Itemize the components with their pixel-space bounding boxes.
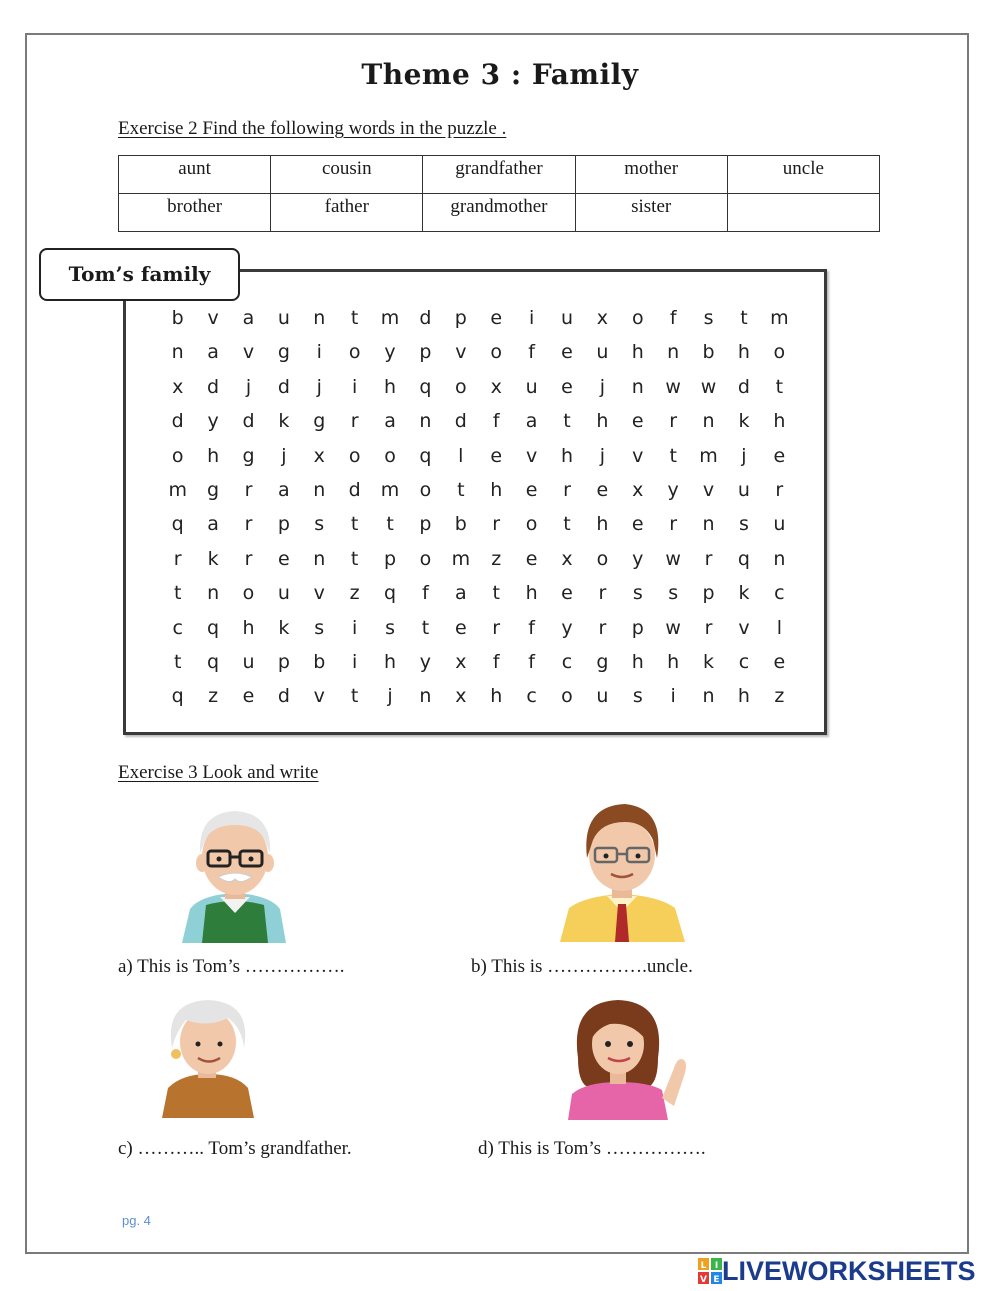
word-search-grid — [160, 303, 797, 716]
grid-letter[interactable]: f — [528, 616, 535, 639]
grid-letter[interactable]: y — [632, 547, 644, 570]
grid-letter[interactable]: t — [421, 616, 430, 639]
grid-letter[interactable]: d — [242, 410, 255, 433]
grid-letter[interactable]: h — [207, 444, 220, 467]
grid-letter[interactable]: o — [525, 513, 538, 536]
logo-blocks-icon — [698, 1258, 722, 1284]
logo-text: LIVEWORKSHEETS — [722, 1255, 976, 1286]
grid-letter[interactable]: h — [631, 341, 644, 364]
mother-illustration — [562, 998, 692, 1120]
grid-letter[interactable]: h — [490, 685, 503, 708]
grid-letter[interactable]: e — [561, 375, 573, 398]
grid-letter[interactable]: g — [596, 650, 609, 673]
grid-row — [160, 475, 797, 509]
grid-letter[interactable]: x — [490, 375, 502, 398]
grid-letter[interactable]: c — [738, 650, 750, 673]
puzzle-label: Tom’s family — [39, 248, 240, 301]
grid-letter[interactable]: z — [208, 685, 219, 708]
grid-letter[interactable]: u — [773, 513, 786, 536]
grid-letter[interactable]: o — [631, 307, 644, 329]
grid-row — [160, 337, 797, 371]
grid-letter[interactable]: o — [242, 582, 255, 605]
grid-letter[interactable]: h — [490, 478, 503, 501]
grid-letter[interactable]: t — [350, 685, 359, 708]
grid-letter[interactable]: t — [492, 582, 500, 605]
grid-letter[interactable]: j — [387, 685, 393, 708]
grid-letter[interactable]: t — [669, 444, 677, 467]
grid-letter[interactable]: b — [454, 513, 467, 536]
grid-letter[interactable]: q — [207, 650, 220, 673]
grid-letter[interactable]: x — [313, 444, 325, 467]
grid-letter[interactable]: a — [207, 513, 219, 536]
grid-letter[interactable]: c — [561, 650, 573, 673]
grid-letter[interactable]: r — [669, 513, 678, 536]
grid-letter[interactable]: e — [525, 478, 538, 501]
grid-letter[interactable]: r — [244, 547, 253, 570]
grid-row — [160, 509, 797, 543]
grid-letter[interactable]: x — [596, 307, 608, 329]
grid-letter[interactable]: j — [741, 444, 747, 467]
grid-letter[interactable]: k — [278, 616, 290, 639]
grid-letter[interactable]: e — [631, 513, 644, 536]
grid-letter[interactable]: i — [528, 307, 535, 329]
grid-letter[interactable]: u — [525, 375, 538, 398]
grid-letter[interactable]: m — [380, 307, 400, 329]
grid-letter[interactable]: f — [492, 410, 500, 433]
grid-letter[interactable]: h — [560, 444, 574, 467]
logo-block-e: E — [713, 1275, 720, 1284]
grid-letter[interactable]: t — [563, 513, 571, 536]
grid-row — [160, 681, 797, 715]
exercise3-instruction: Exercise 3 Look and write — [118, 762, 319, 783]
grid-letter[interactable]: h — [737, 341, 750, 364]
grid-letter[interactable]: y — [419, 650, 432, 673]
grid-letter[interactable]: v — [525, 444, 538, 467]
grid-letter[interactable]: v — [738, 616, 750, 639]
grid-letter[interactable]: c — [774, 582, 785, 605]
grid-letter[interactable]: p — [419, 513, 432, 536]
grid-letter[interactable]: m — [699, 444, 718, 467]
grid-letter[interactable]: f — [669, 307, 677, 329]
grid-letter[interactable]: k — [738, 410, 750, 433]
grid-letter[interactable]: k — [703, 650, 715, 673]
word-cell: cousin — [271, 156, 423, 194]
grid-letter[interactable]: p — [454, 307, 467, 329]
grid-letter[interactable]: d — [348, 478, 361, 501]
grid-letter[interactable]: e — [773, 650, 786, 673]
grid-letter[interactable]: d — [207, 375, 220, 398]
word-cell: father — [271, 194, 423, 232]
grid-letter[interactable]: q — [737, 547, 750, 570]
grid-letter[interactable]: s — [314, 616, 325, 639]
grid-letter[interactable]: f — [492, 650, 500, 673]
grid-letter[interactable]: r — [669, 410, 678, 433]
grid-letter[interactable]: e — [773, 444, 786, 467]
grid-letter[interactable]: h — [384, 650, 397, 673]
grid-letter[interactable]: h — [631, 650, 644, 673]
sentence-a: a) This is Tom’s ……………. — [118, 956, 345, 977]
grid-letter[interactable]: o — [171, 444, 184, 467]
grid-letter[interactable]: w — [665, 547, 681, 570]
grid-letter[interactable]: w — [665, 616, 681, 639]
grid-letter[interactable]: g — [242, 444, 255, 467]
word-cell: mother — [575, 156, 727, 194]
grid-letter[interactable]: h — [525, 582, 538, 605]
grid-letter[interactable]: r — [598, 616, 607, 639]
grid-letter[interactable]: o — [419, 478, 432, 501]
grid-letter[interactable]: q — [171, 513, 184, 536]
grid-letter[interactable]: r — [492, 513, 501, 536]
grid-letter[interactable]: q — [419, 375, 432, 398]
grid-letter[interactable]: s — [738, 513, 749, 536]
grid-letter[interactable]: s — [314, 513, 325, 536]
word-cell — [727, 194, 879, 232]
word-cell: grandfather — [423, 156, 575, 194]
grid-letter[interactable]: z — [774, 685, 785, 708]
grid-letter[interactable]: k — [738, 582, 750, 605]
grid-letter[interactable]: p — [702, 582, 715, 605]
grid-letter[interactable]: d — [454, 410, 467, 433]
grid-row — [160, 578, 797, 612]
grid-letter[interactable]: o — [596, 547, 609, 570]
grid-letter[interactable]: n — [171, 341, 184, 364]
grid-letter[interactable]: r — [244, 478, 253, 501]
grid-letter[interactable]: t — [350, 547, 359, 570]
grid-letter[interactable]: n — [702, 410, 715, 433]
grid-letter[interactable]: n — [667, 341, 680, 364]
grid-letter[interactable]: r — [563, 478, 571, 501]
grid-letter[interactable]: r — [244, 513, 253, 536]
grid-letter[interactable]: y — [384, 341, 396, 364]
grid-letter[interactable]: p — [419, 341, 432, 364]
grid-letter[interactable]: y — [667, 478, 679, 501]
grid-letter[interactable]: n — [419, 685, 432, 708]
grid-letter[interactable]: n — [773, 547, 786, 570]
grid-letter[interactable]: y — [561, 616, 573, 639]
grid-letter[interactable]: e — [490, 307, 503, 329]
logo-block-v: V — [700, 1275, 707, 1284]
grid-letter[interactable]: r — [704, 616, 713, 639]
page-number: pg. 4 — [122, 1213, 151, 1228]
grid-letter[interactable]: s — [703, 307, 714, 329]
word-table-row — [119, 194, 880, 232]
grid-letter[interactable]: e — [525, 547, 538, 570]
grid-letter[interactable]: i — [670, 685, 676, 708]
grid-letter[interactable]: h — [667, 650, 680, 673]
grid-letter[interactable]: b — [171, 307, 184, 329]
grid-letter[interactable]: d — [277, 685, 290, 708]
grid-letter[interactable]: v — [702, 478, 715, 501]
grid-letter[interactable]: t — [563, 410, 571, 433]
grid-letter[interactable]: t — [457, 478, 465, 501]
grid-letter[interactable]: x — [172, 375, 184, 398]
grid-letter[interactable]: m — [380, 478, 400, 501]
grid-letter[interactable]: j — [599, 375, 606, 398]
grid-letter[interactable]: o — [773, 341, 786, 364]
grid-letter[interactable]: s — [632, 582, 643, 605]
grid-letter[interactable]: o — [561, 685, 573, 708]
grid-letter[interactable]: v — [455, 341, 467, 364]
grid-letter[interactable]: l — [776, 616, 782, 639]
grid-letter[interactable]: o — [348, 341, 361, 364]
grid-letter[interactable]: n — [313, 478, 326, 501]
grid-letter[interactable]: d — [737, 375, 750, 398]
grid-letter[interactable]: k — [278, 410, 290, 433]
grid-letter[interactable]: g — [277, 341, 290, 364]
grid-letter[interactable]: n — [419, 410, 432, 433]
grid-letter[interactable]: j — [599, 444, 606, 467]
grid-letter[interactable]: r — [775, 478, 784, 501]
grid-letter[interactable]: q — [207, 616, 220, 639]
grid-letter[interactable]: n — [702, 685, 715, 708]
grid-row — [160, 303, 797, 337]
grid-letter[interactable]: o — [419, 547, 432, 570]
grandfather-illustration — [180, 805, 290, 943]
grid-letter[interactable]: q — [171, 685, 184, 708]
grid-letter[interactable]: c — [526, 685, 537, 708]
grid-letter[interactable]: e — [454, 616, 467, 639]
grid-letter[interactable]: a — [207, 341, 219, 364]
word-cell: sister — [575, 194, 727, 232]
grid-letter[interactable]: t — [173, 582, 182, 605]
grid-letter[interactable]: d — [419, 307, 432, 329]
grid-letter[interactable]: g — [313, 410, 326, 433]
grid-letter[interactable]: n — [631, 375, 644, 398]
grid-letter[interactable]: e — [561, 341, 573, 364]
grid-letter[interactable]: y — [207, 410, 219, 433]
grid-letter[interactable]: i — [352, 650, 358, 673]
grid-letter[interactable]: j — [281, 444, 287, 467]
sentence-c: c) ……….. Tom’s grandfather. — [118, 1138, 352, 1159]
grid-letter[interactable]: r — [173, 547, 182, 570]
grid-letter[interactable]: u — [737, 478, 750, 501]
grid-letter[interactable]: r — [492, 616, 501, 639]
grid-letter[interactable]: t — [386, 513, 394, 536]
grid-letter[interactable]: v — [632, 444, 644, 467]
grid-letter[interactable]: j — [245, 375, 252, 398]
word-list-table — [118, 155, 880, 232]
grid-letter[interactable]: h — [773, 410, 786, 433]
grid-letter[interactable]: u — [277, 307, 290, 329]
grid-letter[interactable]: p — [631, 616, 644, 639]
grid-letter[interactable]: h — [596, 513, 609, 536]
grid-row — [160, 544, 797, 578]
liveworksheets-logo — [698, 1256, 976, 1286]
grid-letter[interactable]: r — [704, 547, 713, 570]
grid-letter[interactable]: a — [454, 582, 467, 605]
grid-letter[interactable]: p — [384, 547, 397, 570]
word-cell: uncle — [727, 156, 879, 194]
logo-block-i: I — [714, 1261, 719, 1271]
grid-letter[interactable]: i — [352, 375, 358, 398]
grid-letter[interactable]: i — [316, 341, 322, 364]
word-table-row — [119, 156, 880, 194]
grid-letter[interactable]: q — [419, 444, 432, 467]
grid-letter[interactable]: z — [349, 582, 360, 605]
exercise2-instruction: Exercise 2 Find the following words in the puzzle . — [118, 118, 507, 139]
grid-letter[interactable]: s — [632, 685, 643, 708]
word-cell: aunt — [119, 156, 271, 194]
grid-row — [160, 441, 797, 475]
sentence-b: b) This is …………….uncle. — [471, 956, 693, 977]
logo-block-l: L — [700, 1261, 707, 1271]
grid-letter[interactable]: d — [171, 410, 184, 433]
grid-row — [160, 647, 797, 681]
grid-letter[interactable]: v — [242, 341, 255, 364]
grid-row — [160, 406, 797, 440]
grid-letter[interactable]: x — [455, 685, 467, 708]
grid-letter[interactable]: u — [277, 582, 290, 605]
grid-letter[interactable]: p — [277, 650, 290, 673]
grid-row — [160, 372, 797, 406]
grid-letter[interactable]: r — [350, 410, 359, 433]
grid-letter[interactable]: f — [528, 650, 535, 673]
grid-letter[interactable]: n — [702, 513, 715, 536]
grid-letter[interactable]: u — [560, 307, 574, 329]
grid-letter[interactable]: v — [207, 307, 219, 329]
grid-letter[interactable]: t — [350, 513, 359, 536]
grid-letter[interactable]: f — [528, 341, 535, 364]
grid-letter[interactable]: b — [313, 650, 326, 673]
grid-letter[interactable]: h — [384, 375, 397, 398]
word-cell: grandmother — [423, 194, 575, 232]
grid-letter[interactable]: u — [596, 341, 609, 364]
grid-letter[interactable]: e — [596, 478, 609, 501]
uncle-illustration — [555, 800, 690, 942]
grid-letter[interactable]: k — [207, 547, 219, 570]
grid-letter[interactable]: x — [455, 650, 467, 673]
grid-letter[interactable]: x — [632, 478, 644, 501]
grid-letter[interactable]: w — [700, 375, 717, 398]
grid-letter[interactable]: v — [313, 685, 325, 708]
sentence-d: d) This is Tom’s ……………. — [478, 1138, 706, 1159]
grid-letter[interactable]: a — [242, 307, 255, 329]
grid-letter[interactable]: g — [207, 478, 220, 501]
grid-letter[interactable]: l — [458, 444, 464, 467]
grid-letter[interactable]: u — [596, 685, 609, 708]
grid-letter[interactable]: w — [665, 375, 681, 398]
grid-letter[interactable]: d — [277, 375, 290, 398]
grid-letter[interactable]: m — [770, 307, 789, 329]
grid-letter[interactable]: h — [737, 685, 750, 708]
grid-letter[interactable]: o — [455, 375, 467, 398]
grandmother-illustration — [158, 998, 258, 1118]
grid-letter[interactable]: o — [384, 444, 396, 467]
grid-letter[interactable]: a — [278, 478, 290, 501]
grid-letter[interactable]: r — [598, 582, 607, 605]
grid-letter[interactable]: a — [525, 410, 538, 433]
page-title: Theme 3 : Family — [361, 58, 639, 91]
grid-letter[interactable]: h — [242, 616, 255, 639]
grid-letter[interactable]: u — [242, 650, 255, 673]
grid-letter[interactable]: e — [242, 685, 255, 708]
grid-letter[interactable]: e — [631, 410, 644, 433]
grid-letter[interactable]: f — [422, 582, 429, 605]
grid-letter[interactable]: z — [491, 547, 502, 570]
word-cell: brother — [119, 194, 271, 232]
grid-letter[interactable]: x — [561, 547, 573, 570]
grid-letter[interactable]: h — [596, 410, 609, 433]
grid-letter[interactable]: j — [316, 375, 322, 398]
grid-letter[interactable]: t — [775, 375, 784, 398]
grid-letter[interactable]: t — [173, 650, 182, 673]
grid-letter[interactable]: n — [207, 582, 220, 605]
grid-letter[interactable]: e — [278, 547, 290, 570]
grid-letter[interactable]: q — [384, 582, 397, 605]
grid-letter[interactable]: a — [384, 410, 396, 433]
grid-letter[interactable]: t — [350, 307, 359, 329]
grid-letter[interactable]: o — [490, 341, 503, 364]
grid-letter[interactable]: e — [490, 444, 503, 467]
grid-letter[interactable]: o — [348, 444, 361, 467]
grid-letter[interactable]: m — [451, 547, 471, 570]
grid-letter[interactable]: t — [740, 307, 748, 329]
grid-letter[interactable]: p — [277, 513, 290, 536]
grid-letter[interactable]: c — [172, 616, 183, 639]
grid-letter[interactable]: b — [702, 341, 715, 364]
grid-letter[interactable]: v — [313, 582, 325, 605]
grid-letter[interactable]: i — [352, 616, 358, 639]
grid-letter[interactable]: e — [561, 582, 573, 605]
grid-letter[interactable]: n — [313, 307, 326, 329]
grid-letter[interactable]: n — [313, 547, 326, 570]
grid-letter[interactable]: s — [668, 582, 679, 605]
grid-letter[interactable]: s — [385, 616, 395, 639]
grid-row — [160, 613, 797, 647]
grid-letter[interactable]: m — [168, 478, 187, 501]
